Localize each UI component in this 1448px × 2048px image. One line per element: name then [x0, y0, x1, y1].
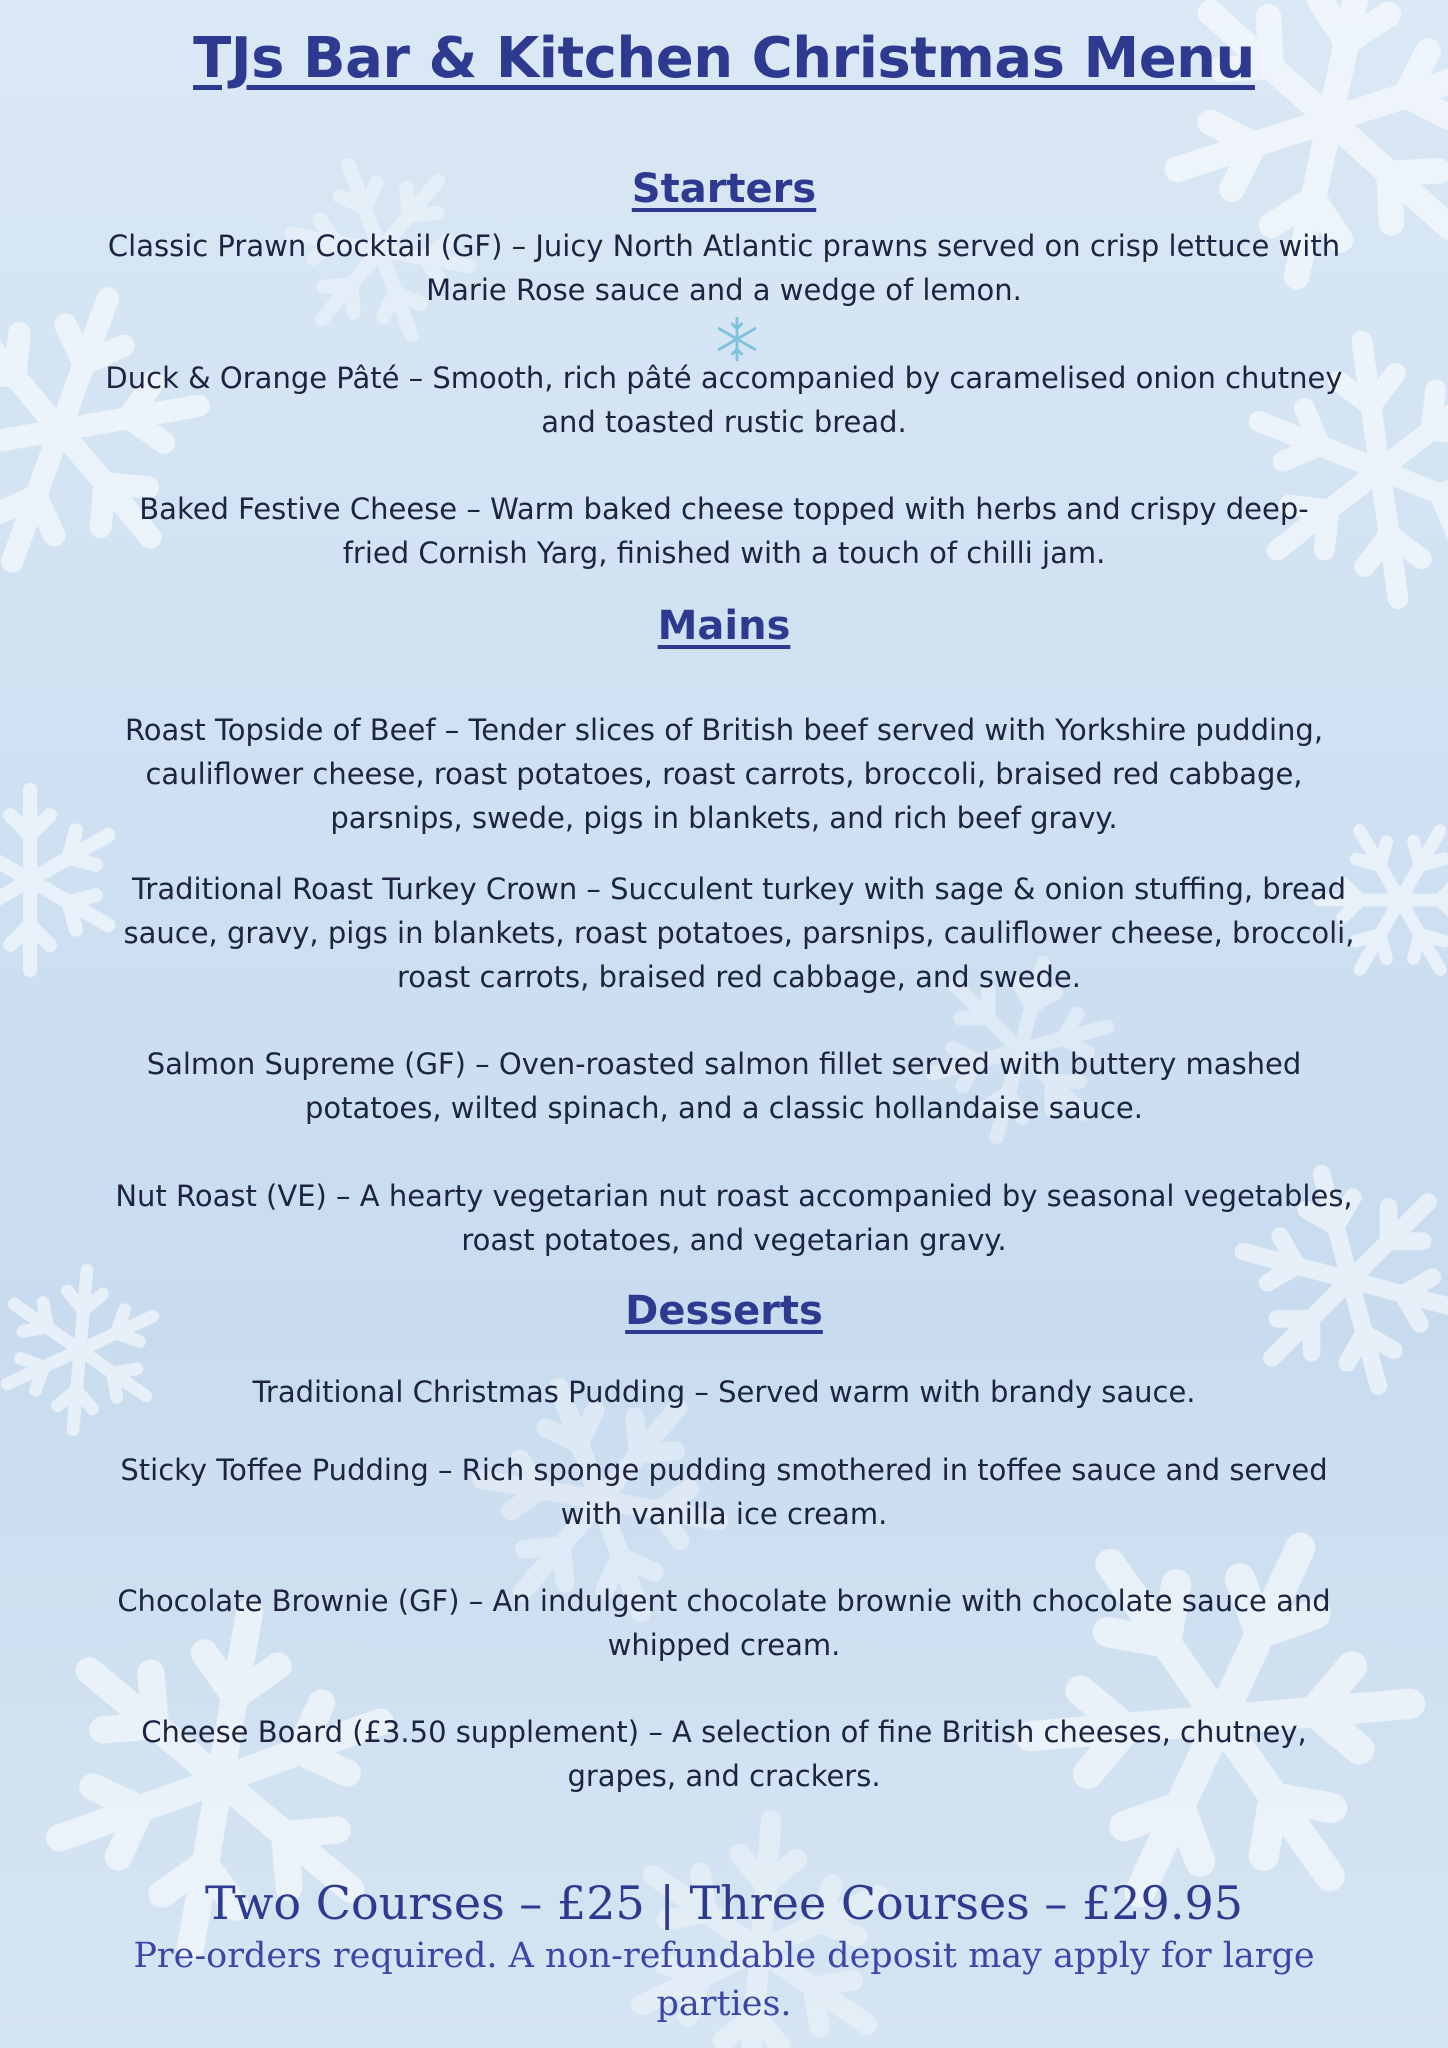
menu-item: Salmon Supreme (GF) – Oven-roasted salmon fillet served with buttery mashed potatoes, wilted spinach, and a classic hollandaise sauce. [146, 1047, 1302, 1125]
menu-item: Classic Prawn Cocktail (GF) – Juicy North Atlantic prawns served on crisp lettuce with Marie Rose sauce and a wedge of lemon. [107, 229, 1341, 307]
menu-item: Sticky Toffee Pudding – Rich sponge pudding smothered in toffee sauce and served with vanilla ice cream. [120, 1453, 1328, 1531]
section-heading-desserts: Desserts [625, 1288, 823, 1334]
menu-item: Traditional Christmas Pudding – Served warm with brandy sauce. [252, 1375, 1196, 1409]
menu-item: Roast Topside of Beef – Tender slices of British beef served with Yorkshire pudding, cauliflower cheese, roast potatoes, roast carrots, broccoli, braised red cabbage, parsnips, swede, pigs in blankets, and rich beef gravy. [124, 713, 1324, 835]
menu-item: Duck & Orange Pâté – Smooth, rich pâté accompanied by caramelised onion chutney and toasted rustic bread. [105, 361, 1343, 439]
section-heading-starters: Starters [631, 166, 817, 212]
menu-item: Baked Festive Cheese – Warm baked cheese topped with herbs and crispy deep-fried Cornish Yarg, finished with a touch of chilli jam. [139, 492, 1309, 570]
menu-item: Nut Roast (VE) – A hearty vegetarian nut roast accompanied by seasonal vegetables, roast potatoes, and vegetarian gravy. [115, 1179, 1353, 1257]
preorder-note: Pre-orders required. A non-refundable deposit may apply for large parties. [133, 1936, 1315, 2024]
menu-item: Cheese Board (£3.50 supplement) – A selection of fine British cheeses, chutney, grapes, and crackers. [141, 1715, 1307, 1793]
course-pricing: Two Courses – £25 | Three Courses – £29.95 [205, 1876, 1243, 1930]
section-heading-mains: Mains [657, 603, 791, 649]
menu-title: TJs Bar & Kitchen Christmas Menu [193, 26, 1255, 91]
menu-item: Traditional Roast Turkey Crown – Succulent turkey with sage & onion stuffing, bread sauce, gravy, pigs in blankets, roast potatoes, parsnips, cauliflower cheese, broccoli, roast carrots, braised red cabbage, and swede. [123, 872, 1355, 994]
menu-item: Chocolate Brownie (GF) – An indulgent chocolate brownie with chocolate sauce and whipped cream. [117, 1584, 1331, 1662]
